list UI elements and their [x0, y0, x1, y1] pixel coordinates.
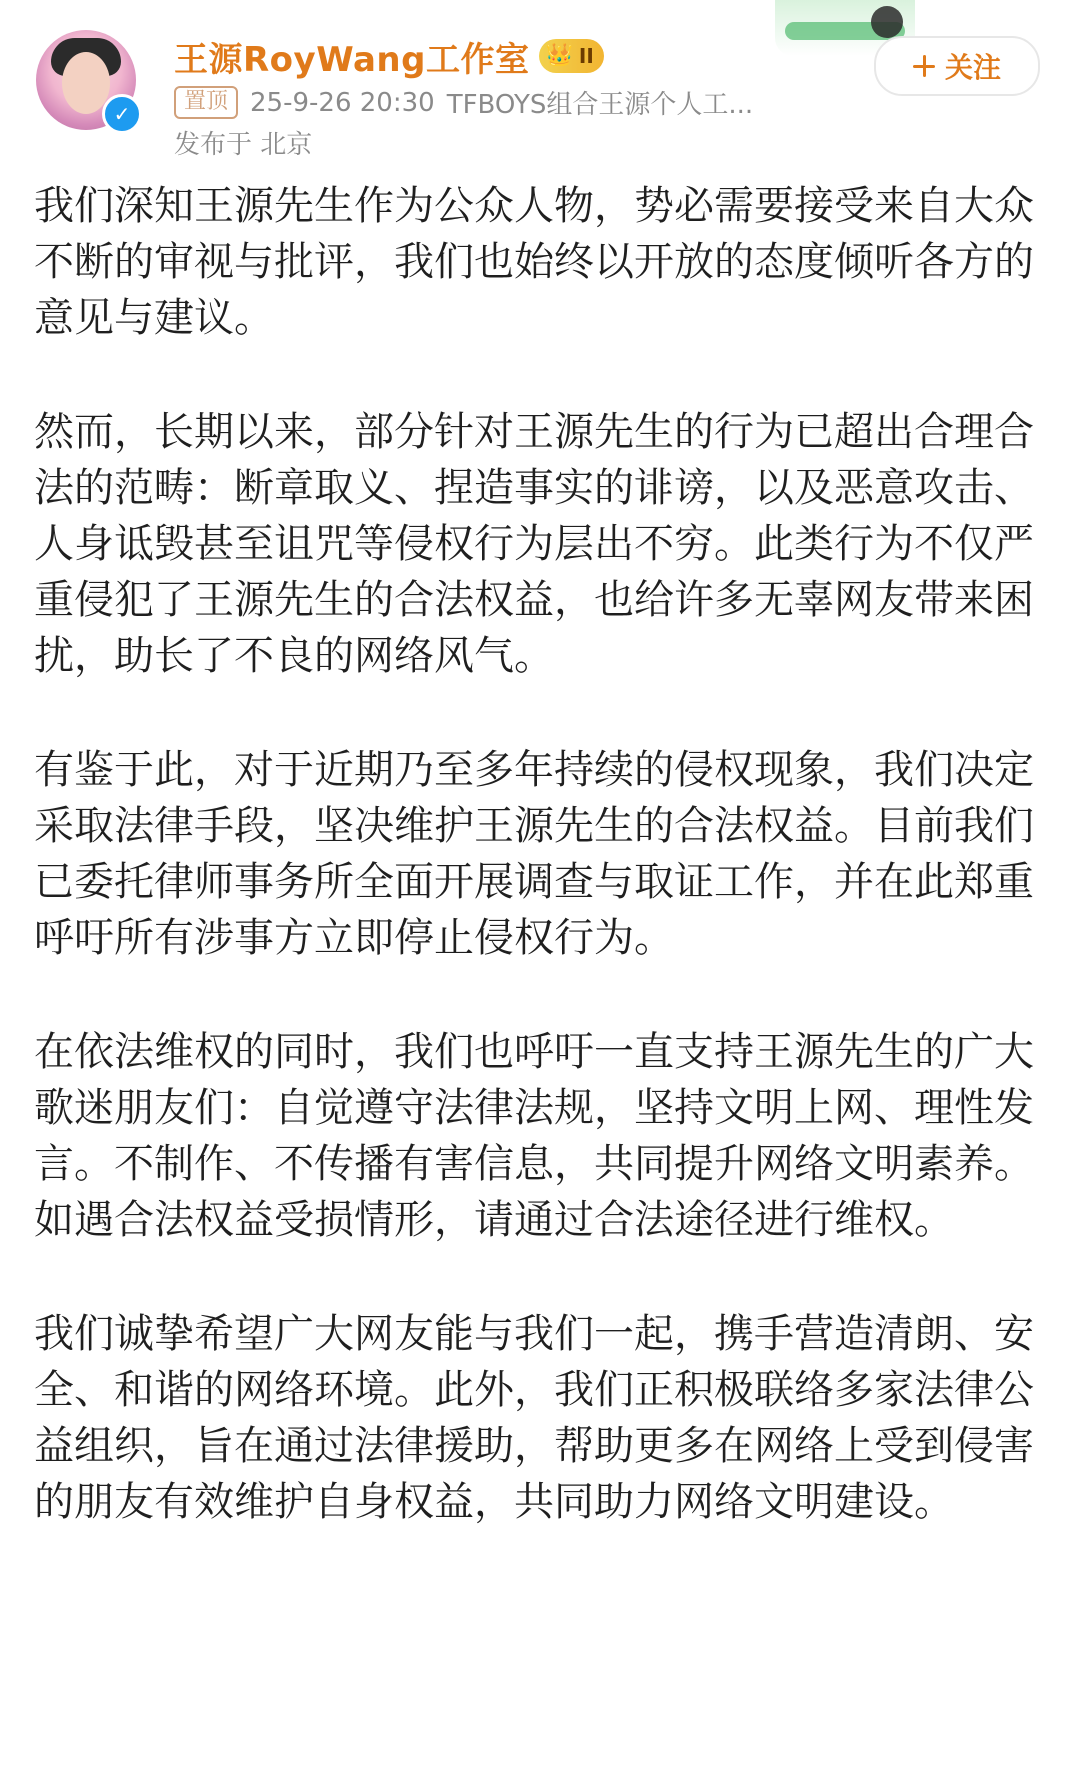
vip-badge[interactable]: [539, 39, 603, 73]
avatar[interactable]: [36, 30, 136, 130]
crown-icon: 👑: [545, 43, 573, 68]
post-paragraph: 然而，长期以来，部分针对王源先生的行为已超出合理合法的范畴：断章取义、捏造事实的诽谤，以及恶意攻击、人身诋毁甚至诅咒等侵权行为层出不穷。此类行为不仅严重侵犯了王源先生的合法权益，也给许多无辜网友带来困扰，助长了不良的网络风气。: [34, 409, 1034, 679]
avatar-face: [62, 52, 110, 114]
verified-icon: ✓: [102, 94, 142, 134]
follow-button[interactable]: [874, 36, 1040, 96]
post-content: [34, 178, 1050, 1530]
post-paragraph: 有鉴于此，对于近期乃至多年持续的侵权现象，我们决定采取法律手段，坚决维护王源先生的合法权益。目前我们已委托律师事务所全面开展调查与取证工作，并在此郑重呼吁所有涉事方立即停止侵权行为。: [34, 747, 1034, 961]
timestamp: 25-9-26 20:30: [250, 87, 435, 118]
username[interactable]: 王源RoyWang工作室: [174, 39, 530, 80]
pinned-tag: 置顶: [174, 86, 238, 118]
post-paragraph: 我们诚挚希望广大网友能与我们一起，携手营造清朗、安全、和谐的网络环境。此外，我们正积极联络多家法律公益组织，旨在通过法律援助，帮助更多在网络上受到侵害的朋友有效维护自身权益，共同助力网络文明建设。: [34, 1311, 1034, 1525]
name-row: [174, 30, 604, 82]
vip-level: II: [578, 44, 594, 68]
follow-label: 关注: [944, 51, 1001, 84]
location: 发布于 北京: [174, 130, 313, 160]
post-header: [0, 0, 1080, 170]
cover-dot: [871, 6, 903, 38]
meta-row: [174, 84, 753, 121]
plus-icon: [913, 55, 935, 77]
post-paragraph: 在依法维权的同时，我们也呼吁一直支持王源先生的广大歌迷朋友们：自觉遵守法律法规，坚持文明上网、理性发言。不制作、不传播有害信息，共同提升网络文明素养。如遇合法权益受损情形，请通过合法途径进行维权。: [34, 1029, 1034, 1243]
source-text[interactable]: TFBOYS组合王源个人工...: [446, 90, 754, 120]
post-paragraph: 我们深知王源先生作为公众人物，势必需要接受来自大众不断的审视与批评，我们也始终以开放的态度倾听各方的意见与建议。: [34, 183, 1034, 341]
